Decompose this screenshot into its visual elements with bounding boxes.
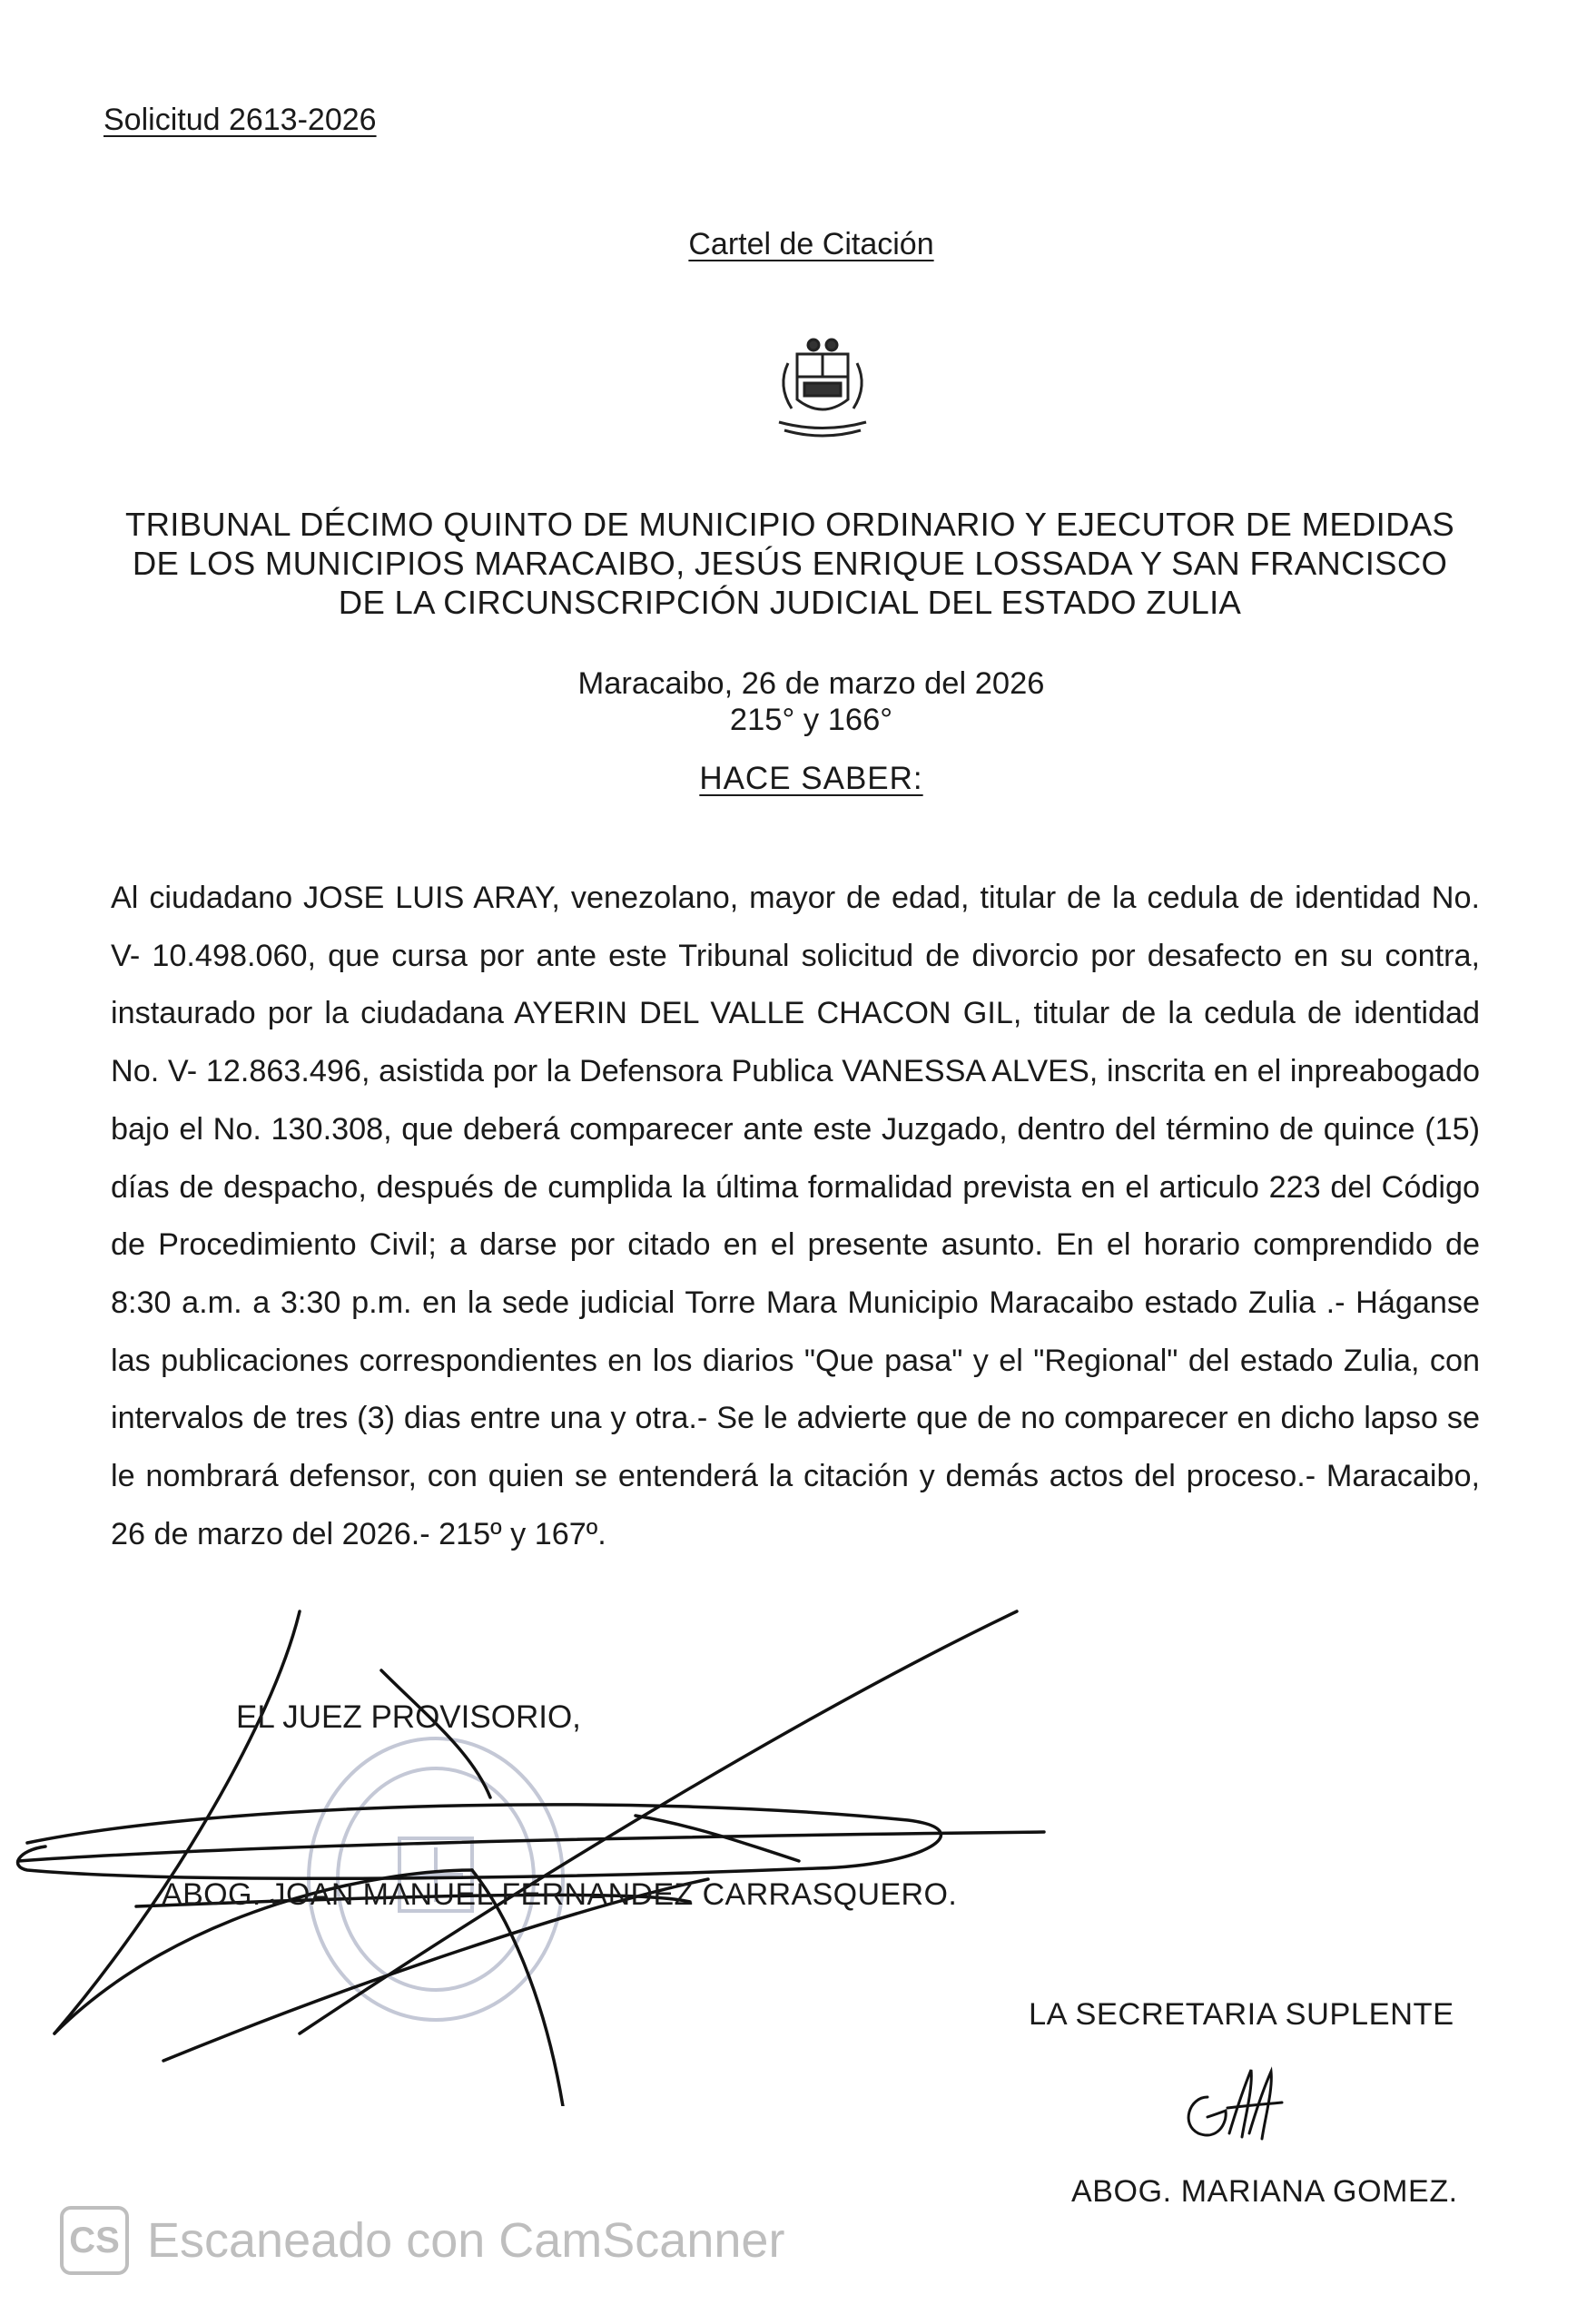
secretary-initials-signature-icon (1171, 2061, 1298, 2152)
secretary-title: LA SECRETARIA SUPLENTE (1029, 1997, 1454, 2032)
court-header-line-2: DE LOS MUNICIPIOS MARACAIBO, JESÚS ENRIQUE LOSSADA Y SAN FRANCISCO (132, 545, 1448, 582)
years-line: 215° y 166° (729, 703, 893, 737)
body-paragraph: Al ciudadano JOSE LUIS ARAY, venezolano, mayor de edad, titular de la cedula de identidad No. V- 10.498.060, que cursa por ante este Tribunal solicitud de divorcio por desafecto en su contra, instaurado por la ciudadana AYERIN DEL VALLE CHACON GIL, titular de la cedula de identidad No. V- 12.863.496, asistida por la Defensora Publica VANESSA ALVES, inscrita en el inpreabogado bajo el No. 130.308, que deberá comparecer ante este Juzgado, dentro del término de quince (15) días de despacho, después de cumplida la última formalidad prevista en el articulo 223 del Código de Procedimiento Civil; a darse por citado en el presente asunto. En el horario comprendido de 8:30 a.m. a 3:30 p.m. en la sede judicial Torre Mara Municipio Maracaibo estado Zulia .- Háganse las publicaciones correspondientes en los diarios "Que pasa" y el "Regional" del estado Zulia, con intervalos de tres (3) dias entre una y otra.- Se le advierte que de no comparecer en dicho lapso se le nombrará defensor, con quien se entenderá la citación y demás actos del proceso.- Maracaibo, 26 de marzo del 2026.- 215º y 167º. (111, 881, 1480, 1551)
scanner-watermark (60, 2204, 784, 2277)
place-date: Maracaibo, 26 de marzo del 2026 (577, 666, 1045, 701)
date-block (0, 665, 1577, 738)
camscanner-logo-icon: CS (60, 2206, 129, 2275)
judge-title: EL JUEZ PROVISORIO, (236, 1699, 581, 1735)
document-title-text: Cartel de Citación (688, 227, 934, 261)
court-header (109, 505, 1471, 622)
judge-name: ABOG. JOAN MANUEL FERNANDEZ CARRASQUERO. (162, 1877, 958, 1912)
coat-of-arms-seal-icon (761, 336, 884, 445)
secretary-name: ABOG. MARIANA GOMEZ. (1071, 2174, 1458, 2209)
watermark-text: Escaneado con CamScanner (147, 2213, 785, 2268)
court-header-line-1: TRIBUNAL DÉCIMO QUINTO DE MUNICIPIO ORDINARIO Y EJECUTOR DE MEDIDAS (124, 506, 1455, 543)
court-header-line-3: DE LA CIRCUNSCRIPCIÓN JUDICIAL DEL ESTADO ZULIA (338, 584, 1242, 621)
announcement-heading (0, 761, 1577, 797)
request-number: Solicitud 2613-2026 (103, 103, 377, 137)
handwritten-signature-icon (0, 1525, 1089, 2106)
announcement-heading-text: HACE SABER: (699, 761, 923, 796)
document-title (0, 227, 1577, 262)
